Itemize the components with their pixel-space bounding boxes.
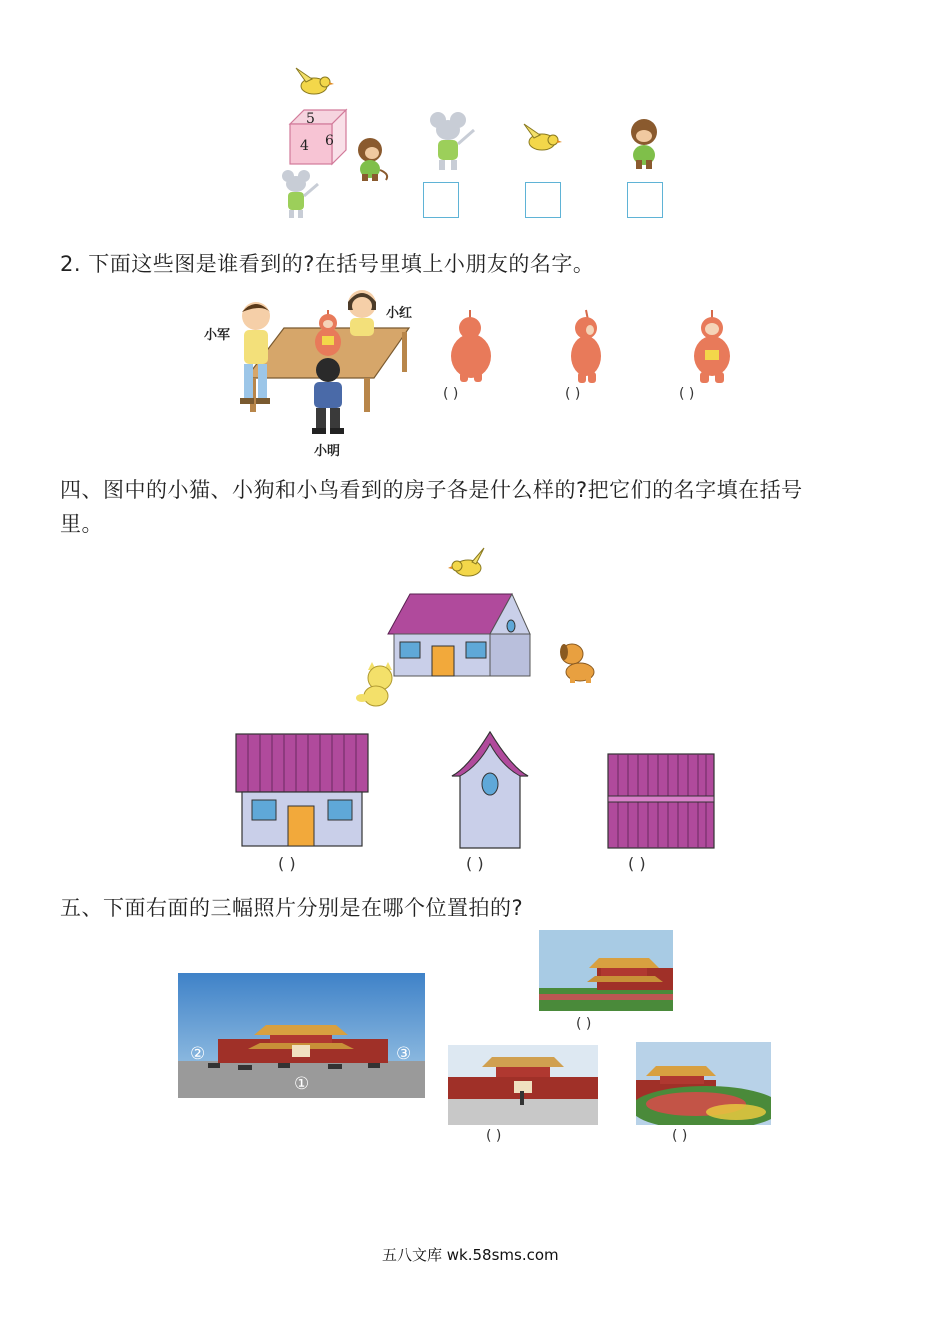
section1-figure <box>280 60 680 225</box>
cube-face-front: 4 <box>300 138 309 154</box>
bird-icon <box>290 64 334 98</box>
cube-face-right: 6 <box>325 133 334 149</box>
answer-box-1[interactable] <box>423 182 459 218</box>
answer-paren-5b[interactable]: ( ) <box>486 1128 502 1144</box>
answer-paren-4c[interactable]: ( ) <box>628 854 646 873</box>
cube-face-top: 5 <box>306 111 315 127</box>
question-2: 2. 下面这些图是谁看到的?在括号里填上小朋友的名字。 <box>60 252 595 276</box>
photo-a <box>539 930 673 1011</box>
marker-left: ② <box>190 1044 206 1064</box>
answer-paren-4a[interactable]: ( ) <box>278 854 296 873</box>
house-3d <box>384 590 534 680</box>
answer-paren-5c[interactable]: ( ) <box>672 1128 688 1144</box>
boy-xiaojun <box>232 298 282 408</box>
doll-back-view <box>446 308 496 382</box>
mouse-icon <box>280 168 322 222</box>
marker-center: ① <box>294 1074 310 1094</box>
boy-xiaoming <box>304 356 352 438</box>
doll-front-view <box>688 308 736 384</box>
bird-icon <box>448 546 490 580</box>
answer-paren-4b[interactable]: ( ) <box>466 854 484 873</box>
house-top-view <box>606 752 716 850</box>
cube <box>288 108 350 168</box>
house-side-view <box>450 730 530 850</box>
doll-side-view <box>566 308 606 384</box>
label-xiaoming: 小明 <box>314 444 341 459</box>
question-4-line2: 里。 <box>60 512 103 536</box>
mouse-icon <box>428 110 478 172</box>
dog-icon <box>556 640 600 684</box>
photo-b <box>448 1045 598 1125</box>
label-xiaojun: 小军 <box>204 328 231 343</box>
photo-c <box>636 1042 771 1125</box>
cat-icon <box>354 662 400 708</box>
question-5: 五、下面右面的三幅照片分别是在哪个位置拍的? <box>60 896 524 920</box>
footer-text: 五八文库 wk.58sms.com <box>382 1246 559 1264</box>
answer-paren-2b[interactable]: ( ) <box>565 386 581 402</box>
label-xiaohong: 小红 <box>386 306 413 321</box>
monkey-icon <box>350 136 392 182</box>
answer-paren-5a[interactable]: ( ) <box>576 1016 592 1032</box>
bird-icon <box>520 122 562 156</box>
answer-paren-2a[interactable]: ( ) <box>443 386 459 402</box>
marker-right: ③ <box>396 1044 412 1064</box>
answer-box-2[interactable] <box>525 182 561 218</box>
section2-figure <box>200 288 430 458</box>
girl-xiaohong <box>340 288 384 338</box>
monkey-icon <box>622 118 666 170</box>
answer-box-3[interactable] <box>627 182 663 218</box>
question-4-line1: 四、图中的小猫、小狗和小鸟看到的房子各是什么样的?把它们的名字填在括号 <box>60 478 803 502</box>
answer-paren-2c[interactable]: ( ) <box>679 386 695 402</box>
house-front-view <box>234 732 370 848</box>
